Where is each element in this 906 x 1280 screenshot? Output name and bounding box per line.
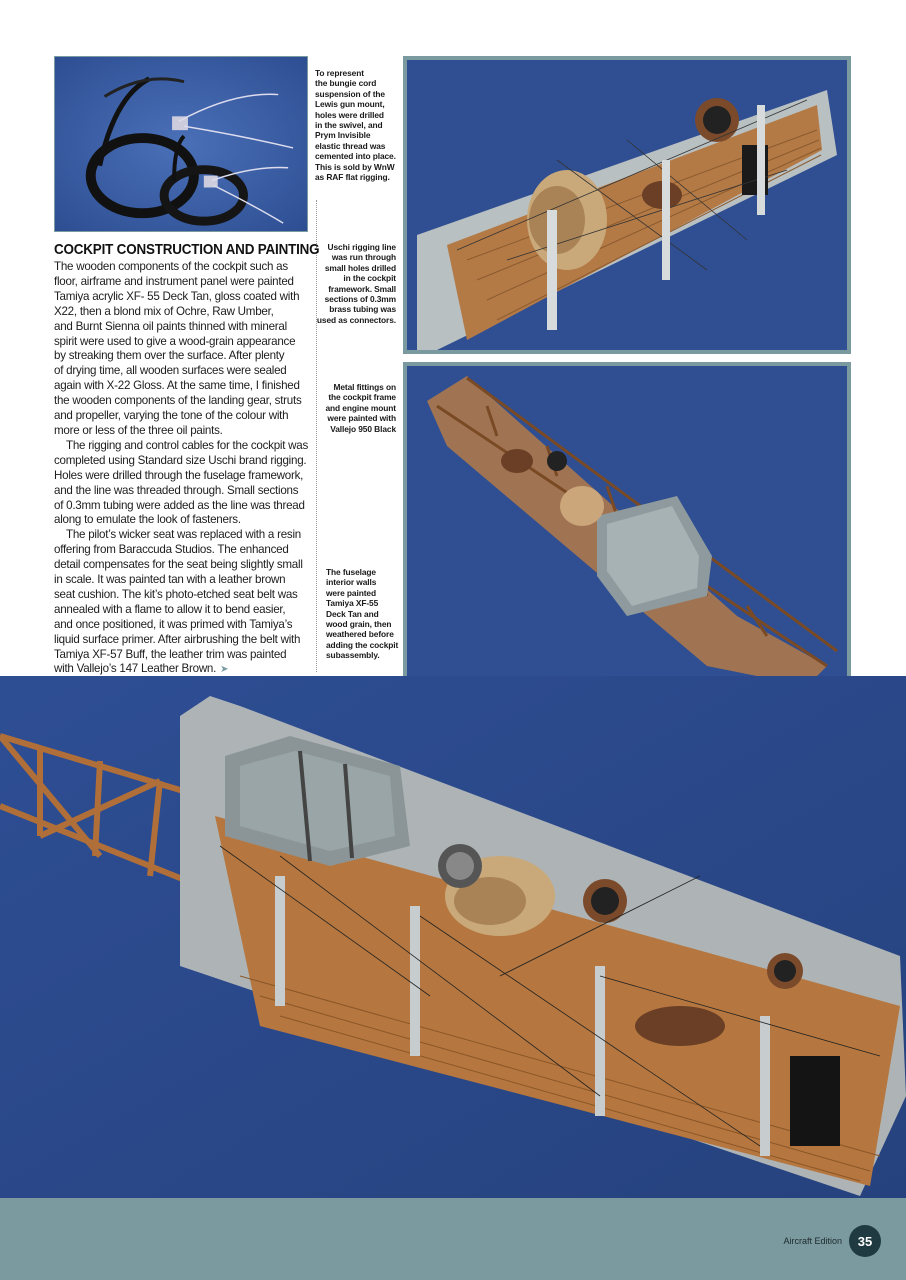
publication-name: Aircraft Edition — [783, 1236, 842, 1246]
article-paragraph: The rigging and control cables for the cockpit was completed using Standard size Uschi brand rigging. Holes were drilled through the fuselage framework, and the line was threaded through. Small sections of 0.3mm tubing were added as the line was thread along to emulate the look of fasteners. — [54, 438, 309, 527]
caption-uschi-rigging: Uschi rigging line was run through small holes drilled in the cockpit framework. Small sections of 0.3mm brass tubing was used as connectors. — [316, 242, 396, 325]
photo-fuselage-engine-mount — [403, 362, 851, 696]
article-paragraph: The wooden components of the cockpit such as floor, airframe and instrument panel were painted Tamiya acrylic XF- 55 Deck Tan, gloss coated with X22, then a blond mix of Ochre, Raw Umber, and Burnt Sienna oil paints thinned with mineral spirit were used to give a wood-grain appearance by streaking them over the surface. After plenty of drying time, all wooden surfaces were sealed again with X-22 Gloss. At the same time, I finished the wooden components of the landing gear, struts and propeller, varying the tone of the colour with more or less of the three oil paints. — [54, 260, 302, 437]
photo-fuselage-cutaway — [0, 676, 906, 1200]
caption-bungie-cord: To represent the bungie cord suspension of the Lewis gun mount, holes were drilled in the swivel, and Prym Invisible elastic thread was cemented into place. This is sold by WnW as RAF flat rigging. — [315, 68, 396, 183]
article-paragraph-text: The pilot’s wicker seat was replaced with a resin offering from Baraccuda Studios. The enhanced detail compensates for the seat being slightly small in scale. It was painted tan with a leather brown seat cushion. The kit’s photo-etched seat belt was annealed with a flame to allow it to bend easier, and once positioned, it was primed with Tamiya’s liquid surface primer. After airbrushing the belt with Tamiya XF-57 Buff, the leather trim was painted with Vallejo’s 147 Leather Brown. — [54, 528, 303, 676]
caption-metal-fittings: Metal fittings on the cockpit frame and engine mount were painted with Vallejo 950 Black — [325, 382, 396, 434]
article-heading: COCKPIT CONSTRUCTION AND PAINTING — [54, 242, 320, 258]
arrow-right-icon: ➤ — [220, 664, 229, 676]
article-paragraph — [54, 528, 310, 678]
article — [54, 242, 320, 678]
photo-cockpit-overhead — [403, 56, 851, 354]
page-number: 35 — [849, 1225, 881, 1257]
photo-lewis-gun-mount-rigging — [54, 56, 308, 232]
caption-fuselage-walls: The fuselage interior walls were painted Tamiya XF-55 Deck Tan and wood grain, then weathered before adding the cockpit subassembly. — [326, 567, 399, 661]
footer-band — [0, 1198, 906, 1280]
